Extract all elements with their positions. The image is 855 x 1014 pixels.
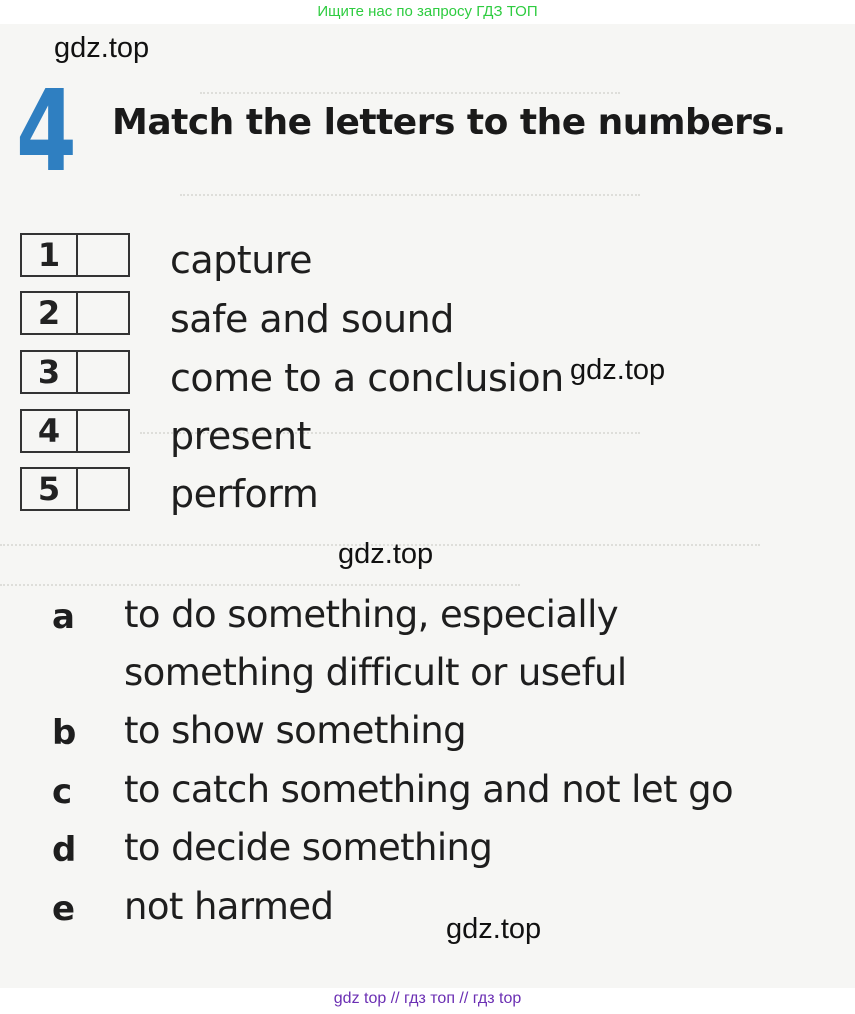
definition-text: to do something, especially (124, 593, 619, 636)
numbered-term-row (20, 232, 130, 278)
definition-text: not harmed (124, 885, 334, 928)
answer-blank[interactable] (78, 469, 128, 509)
exercise-number: 4 (16, 67, 74, 197)
term-text: perform (170, 472, 319, 516)
watermark: gdz.top (338, 538, 434, 570)
footer-links[interactable]: gdz top // гдз топ // гдз top (333, 990, 522, 1007)
answer-blank[interactable] (78, 235, 128, 275)
watermark: gdz.top (570, 354, 666, 386)
definition-letter: d (52, 830, 77, 870)
watermark: gdz.top (446, 913, 542, 945)
exercise-instruction: Match the letters to the numbers. (112, 102, 786, 143)
term-text: safe and sound (170, 297, 454, 341)
answer-box[interactable] (20, 350, 130, 394)
definition-letter: a (52, 597, 75, 637)
definition-letter: e (52, 889, 76, 929)
item-number: 1 (22, 235, 78, 275)
answer-box[interactable] (20, 233, 130, 277)
answer-blank[interactable] (78, 352, 128, 392)
bleed-dotted-line (180, 194, 640, 196)
definition-text: to decide something (124, 826, 493, 869)
numbered-term-row (20, 408, 130, 454)
watermark: gdz.top (54, 32, 150, 64)
answer-blank[interactable] (78, 293, 128, 333)
numbered-term-row (20, 290, 130, 336)
top-banner[interactable]: Ищите нас по запросу ГДЗ ТОП (317, 3, 538, 20)
definition-text: to show something (124, 709, 466, 752)
item-number: 3 (22, 352, 78, 392)
definition-letter: b (52, 713, 77, 753)
term-text: capture (170, 238, 312, 282)
numbered-term-row (20, 466, 130, 512)
bleed-dotted-line (200, 92, 620, 94)
answer-blank[interactable] (78, 411, 128, 451)
bleed-dotted-line (0, 584, 520, 586)
term-text: present (170, 414, 311, 458)
definition-text: to catch something and not let go (124, 768, 734, 811)
item-number: 5 (22, 469, 78, 509)
numbered-term-row (20, 349, 130, 395)
definition-text: something difficult or useful (124, 651, 627, 694)
term-text: come to a conclusion (170, 356, 564, 400)
item-number: 2 (22, 293, 78, 333)
answer-box[interactable] (20, 467, 130, 511)
answer-box[interactable] (20, 409, 130, 453)
item-number: 4 (22, 411, 78, 451)
answer-box[interactable] (20, 291, 130, 335)
definition-letter: c (52, 772, 73, 812)
